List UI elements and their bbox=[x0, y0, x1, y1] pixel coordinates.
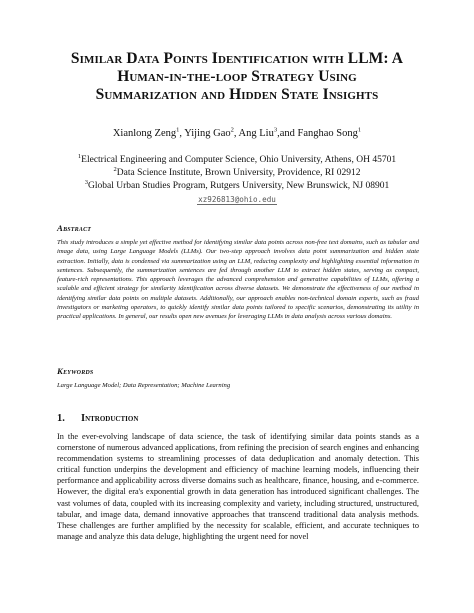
author-affiliation-mark: 1 bbox=[357, 126, 362, 134]
affiliation-line bbox=[20, 154, 454, 167]
abstract-heading: Abstract bbox=[57, 223, 92, 233]
introduction-heading bbox=[57, 413, 138, 424]
author-name: Ang Liu bbox=[238, 128, 274, 139]
affiliation-text: Global Urban Studies Program, Rutgers University, New Brunswick, NJ 08901 bbox=[88, 181, 390, 191]
affiliation-line bbox=[20, 180, 454, 193]
author-name: Xianlong Zeng bbox=[112, 128, 177, 139]
section-title: Introduction bbox=[81, 413, 139, 424]
keywords-text: Large Language Model; Data Representation; Machine Learning bbox=[57, 382, 231, 389]
author-name: Yijing Gao bbox=[184, 128, 231, 139]
introduction-text: In the ever-evolving landscape of data science, the task of identifying similar data points stands as a cornerstone of numerous advanced applications, from refining the precision of search engines and enhancing recommendation systems to streamlining processes of data deduplication and anomaly detection. This critical function underpins the development and efficiency of machine learning models, influencing their performance and applicability across diverse domains such as healthcare, finance, housing, and e-commerce. However, the digital era's exponential growth in data generation has introduced significant challenges. The vast volumes of data, coupled with its increasing complexity and variety, including structured, unstructured, tabular, and image data, demand innovative approaches that transcend traditional data analysis methods. These challenges are further amplified by the necessity for scalable, efficient, and accurate techniques to manage and analyze this data deluge, highlighting the urgent need for novel bbox=[57, 432, 419, 541]
abstract-text: This study introduces a simple yet effective method for identifying similar data points across non-free text domains, such as tabular and image data, using Large Language Models (LLMs). Our two-step approach involves data point summarization and hidden state extraction. Initially, data is condensed via summarization using an LLM, reducing complexity and highlighting essential information in sentences. Subsequently, the summarization sentences are fed through another LLM to extract hidden states, serving as compact, feature-rich representations. This approach leverages the advanced comprehension and generative capabilities of LLMs, offering a scalable and efficient strategy for similarity identification across diverse datasets. We demonstrate the effectiveness of our method in identifying similar data points on multiple datasets. Additionally, our approach enables non-technical domain experts, such as fraud investigators or marketing operators, to quickly identify similar data points tailored to specific scenarios, demonstrating its utility in practical applications. In general, our results open new avenues for leveraging LLMs in data analysis across various domains. bbox=[57, 239, 419, 321]
author-affiliation-mark: 3 bbox=[273, 126, 278, 134]
affiliation-text: Data Science Institute, Brown University, Providence, RI 02912 bbox=[116, 168, 361, 178]
affiliation-list bbox=[20, 154, 454, 193]
affiliation-number: 2 bbox=[113, 165, 117, 173]
affiliation-number: 1 bbox=[77, 152, 82, 160]
author-name: Fanghao Song bbox=[297, 128, 358, 139]
title-line-2: Human-in-the-loop Strategy Using bbox=[117, 68, 357, 85]
affiliation-text: Electrical Engineering and Computer Science, Ohio University, Athens, OH 45701 bbox=[81, 155, 397, 165]
section-number: 1. bbox=[57, 413, 65, 424]
author-affiliation-mark: 1 bbox=[176, 126, 180, 134]
author-list: Xianlong Zeng$^1$, Yijing Gao$^2$, Ang Liu$^3$,and Fanghao Song$^1$ bbox=[112, 126, 362, 139]
title-line-3: Summarization and Hidden State Insights bbox=[95, 86, 379, 103]
title-line-1: Similar Data Points Identification with LLM: A bbox=[70, 50, 404, 67]
contact-email bbox=[0, 195, 474, 205]
email-link[interactable]: xz926813@ohio.edu bbox=[198, 195, 276, 204]
author-affiliation-mark: 2 bbox=[230, 126, 234, 134]
affiliation-number: 3 bbox=[84, 178, 88, 186]
keywords-heading: Keywords bbox=[57, 366, 94, 376]
paper-title bbox=[40, 50, 434, 104]
